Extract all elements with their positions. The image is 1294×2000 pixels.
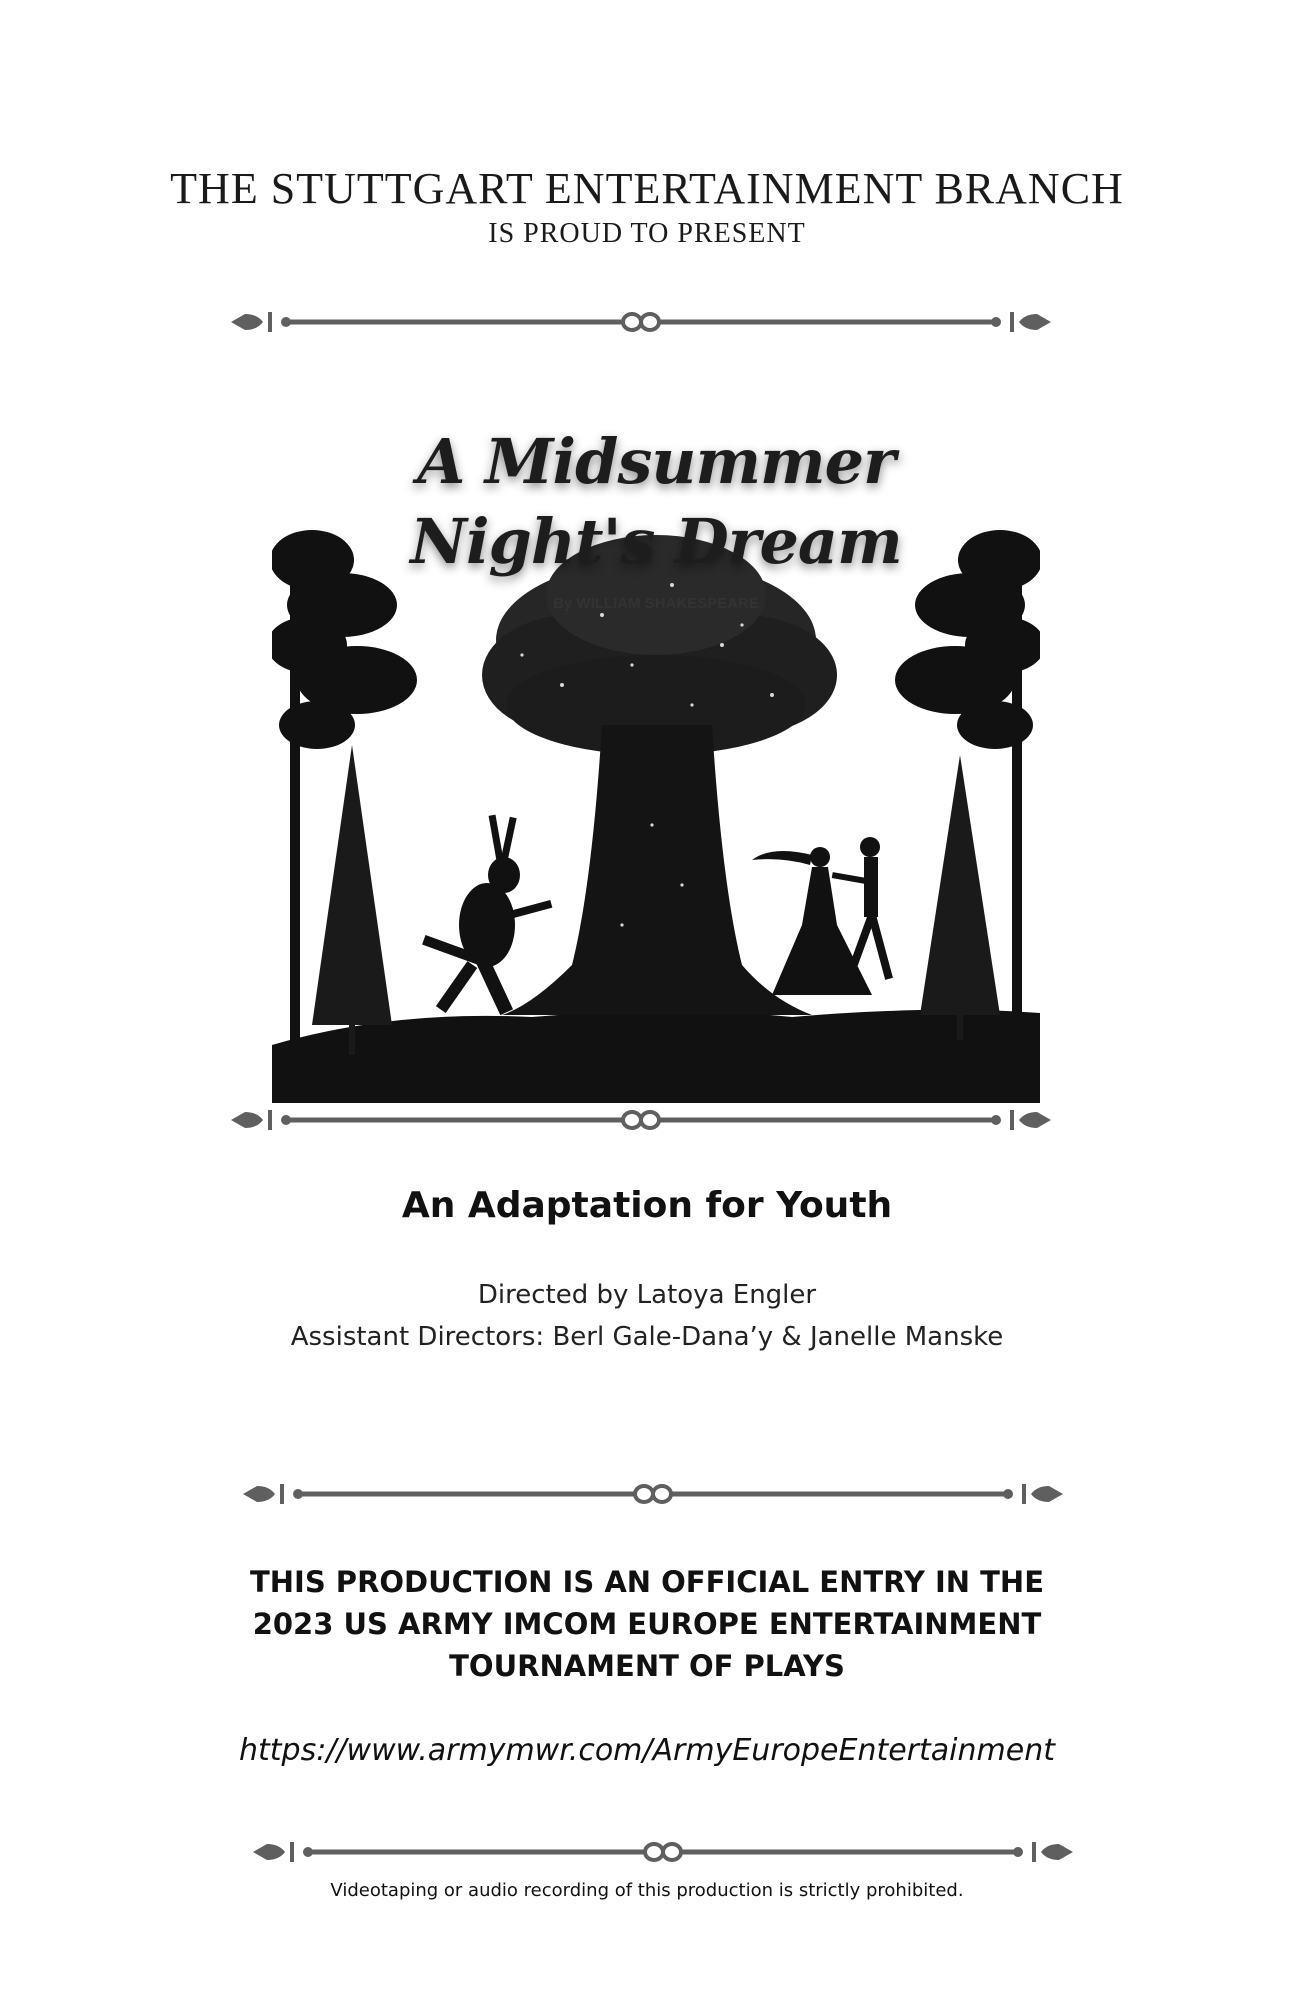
rabbit-figure-icon (422, 815, 552, 1016)
poster-title-line1: A Midsummer (417, 425, 895, 498)
pine-tree-icon (920, 755, 1000, 1040)
website-link[interactable]: https://www.armymwr.com/ArmyEuropeEntertainment (239, 1733, 1055, 1768)
tournament-line-1: THIS PRODUCTION IS AN OFFICIAL ENTRY IN THE (249, 1565, 1045, 1599)
dancing-couple-icon (752, 837, 893, 995)
poster-title-line2: Night's Dream (410, 505, 902, 578)
poster-author: By WILLIAM SHAKESPEARE (553, 595, 759, 612)
assistant-directors-credit: Assistant Directors: Berl Gale-Dana’y & Janelle Manske (290, 1322, 1004, 1352)
recording-notice: Videotaping or audio recording of this production is strictly prohibited. (330, 1880, 964, 1901)
ornamental-divider (231, 1102, 1051, 1138)
presenter-heading: THE STUTTGART ENTERTAINMENT BRANCH (170, 164, 1124, 213)
adaptation-subtitle: An Adaptation for Youth (401, 1185, 893, 1226)
director-credit: Directed by Latoya Engler (477, 1280, 817, 1310)
tournament-line-3: TOURNAMENT OF PLAYS (449, 1649, 845, 1683)
ornamental-divider (231, 304, 1051, 340)
ornamental-divider (243, 1476, 1063, 1512)
ornamental-divider (253, 1834, 1073, 1870)
presents-subheading: IS PROUD TO PRESENT (488, 218, 806, 249)
pine-tree-icon (312, 745, 392, 1055)
tournament-line-2: 2023 US ARMY IMCOM EUROPE ENTERTAINMENT (252, 1607, 1042, 1641)
